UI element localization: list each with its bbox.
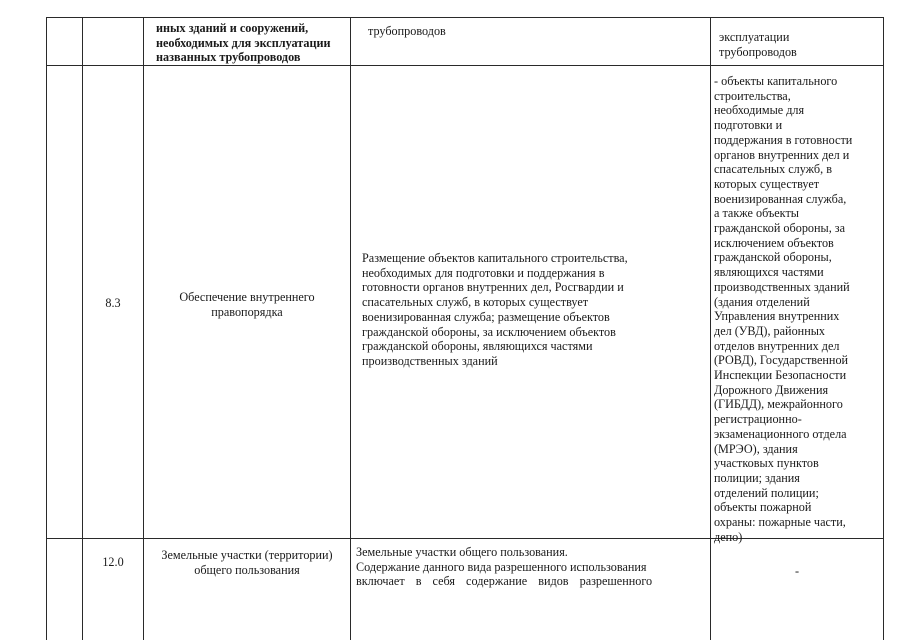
row-2-extra-line: отделений полиции; <box>714 485 819 500</box>
row-1-description-line: трубопроводов <box>368 24 446 38</box>
row-2-number: 8.3 <box>105 296 121 310</box>
row-1-description-cell <box>368 24 708 39</box>
row-2-extra-line: (РОВД), Государственной <box>714 353 849 368</box>
row-2-description-line: спасательных служб, в которых существует <box>362 295 589 310</box>
row-1-name-line: необходимых для эксплуатации <box>156 35 331 50</box>
row-separator-1 <box>46 65 884 66</box>
row-2-name-line: Обеспечение внутреннего <box>179 290 315 304</box>
row-1-name-line: названных трубопроводов <box>156 50 301 65</box>
row-3-name-line: общего пользования <box>194 562 300 577</box>
row-2-extra-line: гражданской обороны, <box>714 250 832 265</box>
column-divider-1 <box>82 17 83 640</box>
row-2-description-line: необходимых для подготовки и поддержания в <box>362 265 605 280</box>
row-2-extra-line: поддержания в готовности <box>714 132 853 147</box>
column-divider-2 <box>143 17 144 640</box>
row-2-extra-line: производственных зданий <box>714 279 850 294</box>
row-2-description-line: военизированная служба; размещение объектов <box>362 309 610 324</box>
row-3-name-cell <box>144 548 350 577</box>
row-1-name-line: иных зданий и сооружений, <box>156 21 309 35</box>
row-2-extra-line: Инспекции Безопасности <box>714 368 847 383</box>
row-2-extra-line: необходимые для <box>714 103 805 118</box>
row-2-extra-line: гражданской обороны, за <box>714 221 846 236</box>
table-border-top <box>46 17 884 18</box>
row-3-name-line: Земельные участки (территории) <box>161 548 333 562</box>
row-2-extra-line: являющихся частями <box>714 265 824 280</box>
row-2-extra-line: регистрационно- <box>714 412 802 427</box>
row-2-description-line: готовности органов внутренних дел, Росгвардии и <box>362 280 624 295</box>
column-divider-3 <box>350 17 351 640</box>
row-1-extra-line: трубопроводов <box>719 44 797 59</box>
row-2-description-line: производственных зданий <box>362 353 498 368</box>
row-2-extra-line: подготовки и <box>714 118 783 133</box>
row-2-extra-line: военизированная служба, <box>714 191 847 206</box>
row-2-description-line: гражданской обороны, за исключением объектов <box>362 324 616 339</box>
row-2-extra-line: исключением объектов <box>714 235 834 250</box>
row-3-description-line: Земельные участки общего пользования. <box>356 545 568 559</box>
row-1-extra-line: эксплуатации <box>719 30 790 44</box>
row-2-extra-line: депо) <box>714 529 743 544</box>
row-3-description-cell <box>356 545 678 589</box>
row-2-name-line: правопорядка <box>211 304 283 319</box>
table-border-left <box>46 17 47 640</box>
row-2-extra-line: - объекты капитального <box>714 74 838 88</box>
row-2-extra-line: которых существует <box>714 176 820 191</box>
row-2-extra-line: объекты пожарной <box>714 500 812 515</box>
row-2-extra-line: Управления внутренних <box>714 309 840 324</box>
row-1-extra-cell <box>719 30 881 59</box>
row-2-extra-line: органов внутренних дел и <box>714 147 850 162</box>
row-2-extra-line: охраны: пожарные части, <box>714 515 846 530</box>
row-3-description-line: Содержание данного вида разрешенного использования <box>356 559 647 574</box>
row-2-description-line: Размещение объектов капитального строительства, <box>362 251 628 265</box>
row-2-description-cell <box>362 251 708 369</box>
row-2-extra-line: полиции; здания <box>714 470 800 485</box>
row-2-extra-line: а также объекты <box>714 206 799 221</box>
row-2-extra-line: дел (УВД), районных <box>714 323 826 338</box>
row-2-description-line: гражданской обороны, являющихся частями <box>362 339 593 354</box>
row-2-name-cell <box>144 290 350 319</box>
row-2-extra-line: Дорожного Движения <box>714 382 829 397</box>
row-2-extra-line: спасательных служб, в <box>714 162 832 177</box>
row-2-extra-line: (ГИБДД), межрайонного <box>714 397 843 412</box>
row-3-description-line: включает в себя содержание видов разрешенного <box>356 574 653 589</box>
table-border-right <box>883 17 884 640</box>
row-2-extra-line: (МРЭО), здания <box>714 441 798 456</box>
row-1-name-cell <box>156 21 348 65</box>
row-2-extra-line: (здания отделений <box>714 294 810 309</box>
row-2-extra-line: экзаменационного отдела <box>714 426 847 441</box>
row-2-extra-line: строительства, <box>714 88 791 103</box>
row-2-extra-line: участковых пунктов <box>714 456 819 471</box>
row-2-extra-line: отделов внутренних дел <box>714 338 840 353</box>
row-2-extra-cell <box>714 74 882 545</box>
row-3-number: 12.0 <box>102 555 124 569</box>
column-divider-4 <box>710 17 711 640</box>
row-3-extra-cell: - <box>794 564 800 578</box>
